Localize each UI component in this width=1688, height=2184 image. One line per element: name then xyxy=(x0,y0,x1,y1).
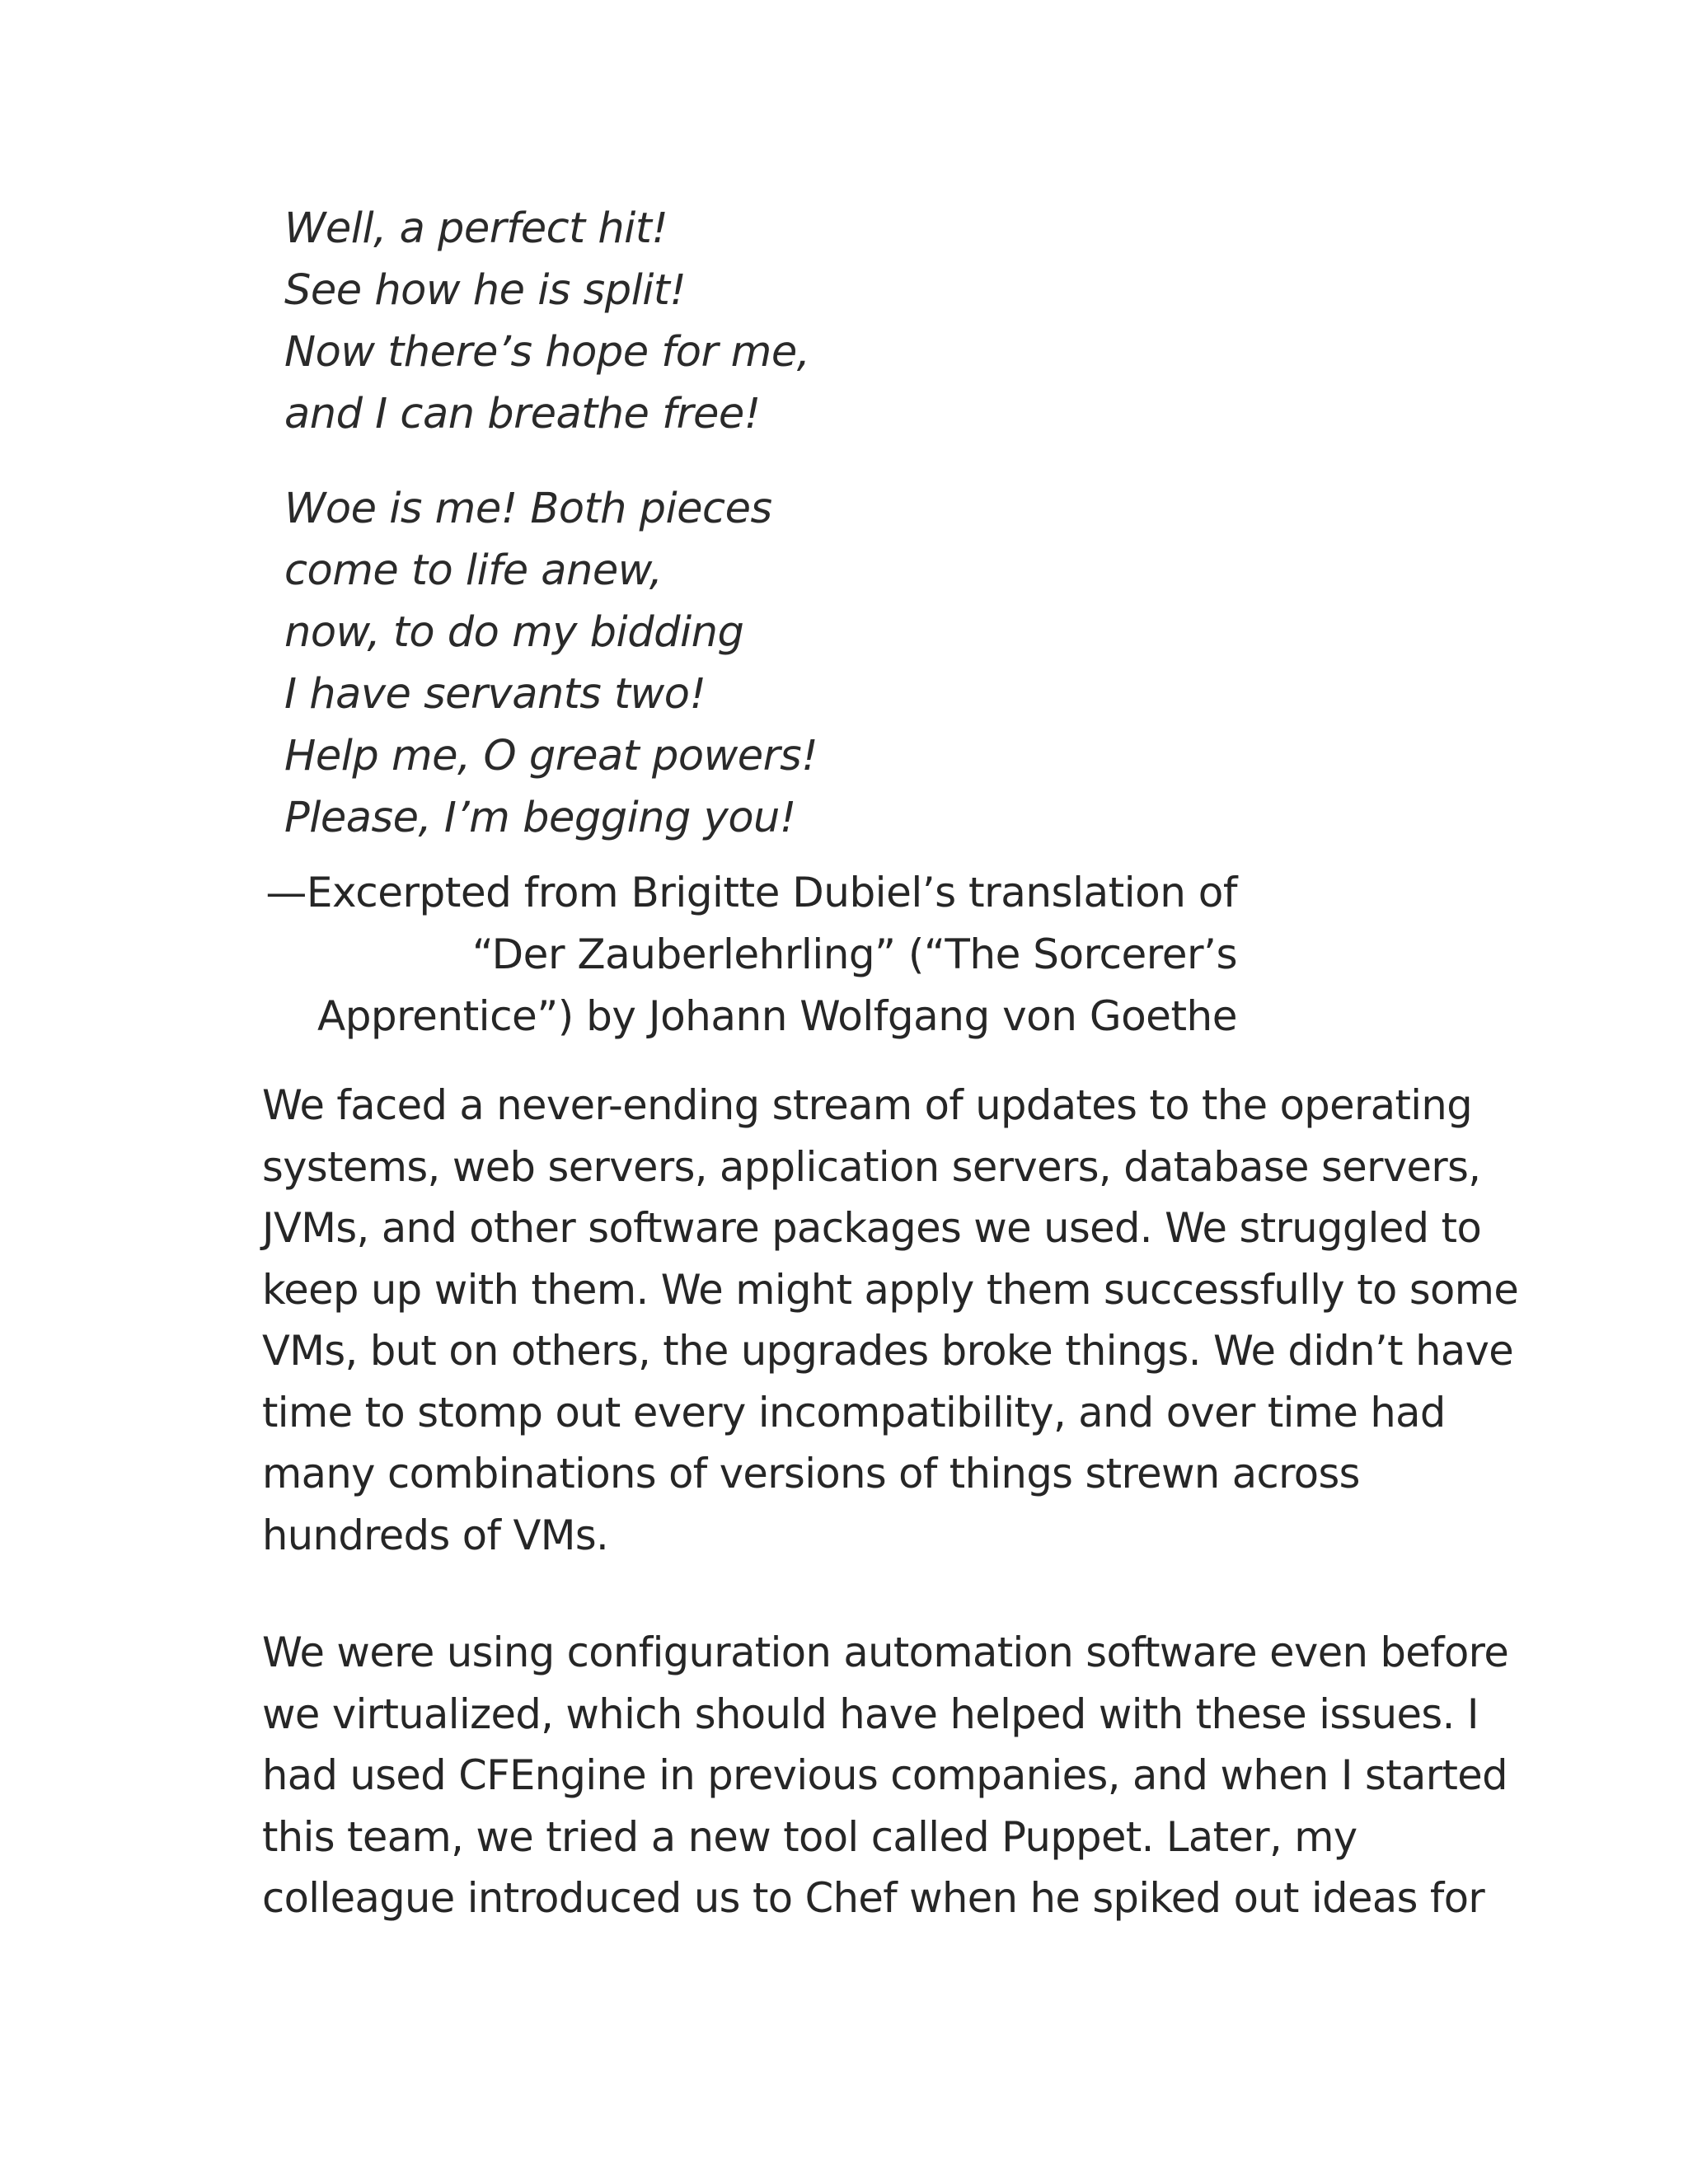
paragraph-line: We were using configuration automation software even before xyxy=(262,1629,1509,1676)
attribution-line: Apprentice”) by Johann Wolfgang von Goethe xyxy=(316,992,1237,1040)
verse-line: Help me, O great powers! xyxy=(284,732,818,780)
body-paragraph-2 xyxy=(262,1622,1508,1929)
paragraph-line: had used CFEngine in previous companies, and when I started xyxy=(262,1751,1507,1799)
paragraph-line: colleague introduced us to Chef when he spiked out ideas for xyxy=(262,1874,1485,1922)
paragraph-line: systems, web servers, application servers, database servers, xyxy=(262,1142,1481,1191)
paragraph-line: time to stomp out every incompatibility, and over time had xyxy=(262,1388,1446,1436)
verse-line: Now there’s hope for me, xyxy=(284,328,810,377)
verse-line: Please, I’m begging you! xyxy=(284,794,796,842)
verse-line: Woe is me! Both pieces xyxy=(284,485,772,533)
paragraph-line: We faced a never-ending stream of updates to the operating xyxy=(262,1081,1473,1129)
verse-line: I have servants two! xyxy=(284,670,706,719)
paragraph-line: VMs, but on others, the upgrades broke things. We didn’t have xyxy=(262,1327,1514,1375)
verse-line: and I can breathe free! xyxy=(284,390,761,438)
paragraph-line: we virtualized, which should have helped with these issues. I xyxy=(262,1690,1479,1738)
epigraph-attribution xyxy=(265,862,1237,1047)
attribution-line: —Excerpted from Brigitte Dubiel’s translation of xyxy=(265,869,1237,916)
paragraph-line: hundreds of VMs. xyxy=(262,1511,609,1559)
paragraph-line: many combinations of versions of things strewn across xyxy=(262,1450,1360,1497)
attribution-line: “Der Zauberlehrling” (“The Sorcerer’s xyxy=(471,930,1237,978)
body-paragraph-1 xyxy=(262,1075,1518,1566)
verse-line: See how he is split! xyxy=(284,266,687,315)
verse-line: come to life anew, xyxy=(284,546,663,595)
paragraph-line: keep up with them. We might apply them successfully to some xyxy=(262,1265,1519,1314)
verse-line: Well, a perfect hit! xyxy=(284,204,668,253)
epigraph-stanza-2 xyxy=(284,478,818,849)
verse-line: now, to do my bidding xyxy=(284,608,744,657)
paragraph-line: JVMs, and other software packages we used. We struggled to xyxy=(262,1204,1482,1252)
epigraph-stanza-1 xyxy=(284,198,809,445)
paragraph-line: this team, we tried a new tool called Puppet. Later, my xyxy=(262,1812,1357,1861)
